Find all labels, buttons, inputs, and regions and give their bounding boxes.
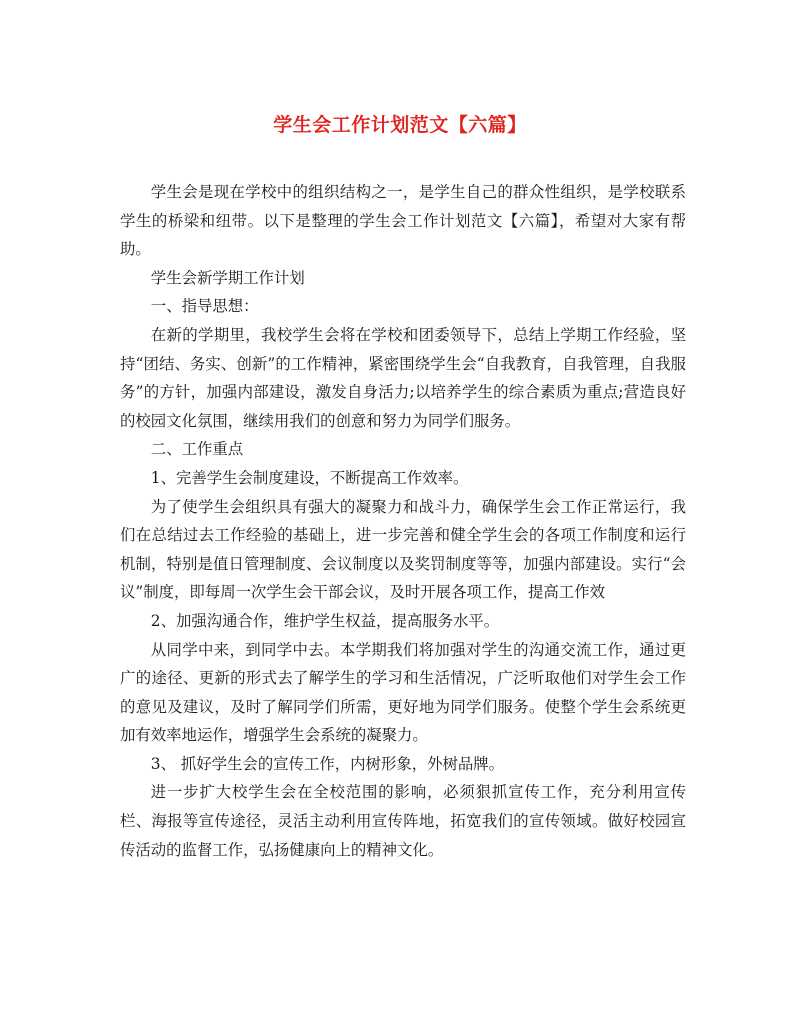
heading-item-1: 1、完善学生会制度建设，不断提高工作效率。: [150, 468, 469, 487]
paragraph-guiding-ideology: 在新的学期里，我校学生会将在学校和团委领导下，总结上学期工作经验，坚持“团结、务实、创新”的工作精神，紧密围绕学生会“自我教育，自我管理，自我服务”的方针，加强内部建设，激发自身活力;以培养学生的综合素质为重点;营造良好的校园文化氛围，继续用我们的创意和努力为同学们服务。: [120, 325, 686, 430]
paragraph-intro: 学生会是现在学校中的组织结构之一，是学生自己的群众性组织，是学校联系学生的桥梁和纽带。以下是整理的学生会工作计划范文【六篇】，希望对大家有帮助。: [120, 183, 686, 259]
heading-item-3: 3、 抓好学生会的宣传工作，内树形象，外树品牌。: [150, 754, 505, 773]
paragraph-item-2: 从同学中来，到同学中去。本学期我们将加强对学生的沟通交流工作，通过更广的途径、更新的形式去了解学生的学习和生活情况，广泛听取他们对学生会工作的意见及建议，及时了解同学们所需，更好地为同学们服务。使整个学生会系统更加有效率地运作，增强学生会系统的凝聚力。: [120, 640, 686, 745]
heading-item-2: 2、加强沟通合作，维护学生权益，提高服务水平。: [150, 611, 500, 630]
document-title: 学生会工作计划范文【六篇】: [273, 114, 527, 136]
paragraph-item-3: 进一步扩大校学生会在全校范围的影响，必须狠抓宣传工作，充分利用宣传栏、海报等宣传途径，灵活主动利用宣传阵地，拓宽我们的宣传领域。做好校园宣传活动的监督工作，弘扬健康向上的精神文化。: [120, 783, 686, 859]
document-body: [120, 178, 686, 864]
heading-guiding-ideology: 一、指导思想：: [150, 297, 259, 316]
heading-new-term-plan: 学生会新学期工作计划: [150, 268, 305, 287]
paragraph-item-1: 为了使学生会组织具有强大的凝聚力和战斗力，确保学生会工作正常运行，我们在总结过去工作经验的基础上，进一步完善和健全学生会的各项工作制度和运行机制，特别是值日管理制度、会议制度以及奖罚制度等等，加强内部建设。实行“会议”制度，即每周一次学生会干部会议，及时开展各项工作，提高工作效: [120, 497, 686, 602]
heading-work-focus: 二、工作重点: [150, 440, 244, 459]
